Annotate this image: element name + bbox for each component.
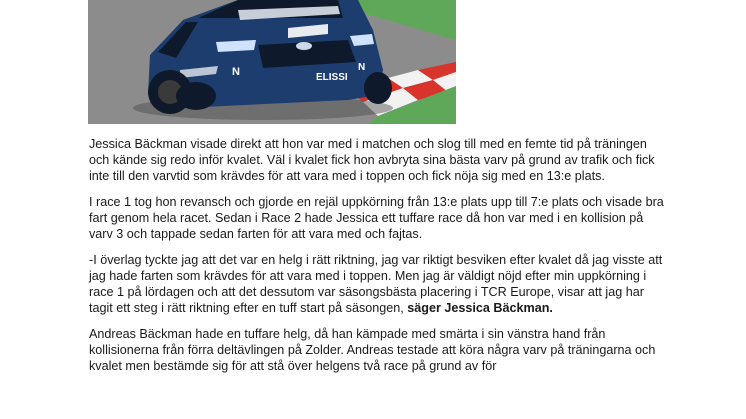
paragraph-text: Jessica Bäckman visade direkt att hon var med i matchen och slog till med en femte tid på träningen och kände sig redo inför kvalet. Väl i kvalet fick hon avbryta sina bästa varv på grund av trafik och fick inte till den varvtid som krävdes för att vara med i toppen och fick nöja sig med en 13:e plats. (89, 137, 655, 183)
article-paragraph-2 (89, 194, 669, 242)
sponsor-text: ELISSI (316, 72, 348, 83)
hyundai-logo (296, 42, 312, 50)
headlight-right (350, 34, 374, 46)
quote-attribution: säger Jessica Bäckman. (407, 301, 553, 315)
headlight-left (216, 40, 256, 52)
article-paragraph-1 (89, 136, 669, 184)
front-wheel (176, 82, 216, 110)
front-right-wheel (364, 72, 392, 104)
n-badge-side: N (358, 62, 366, 73)
paragraph-text: I race 1 tog hon revansch och gjorde en rejäl uppkörning från 13:e plats upp till 7:e plats och visade bra fart genom hela racet. Sedan i Race 2 hade Jessica ett tuffare race då hon var med i en kollision på varv 3 och tappade sedan farten för att vara med och fajtas. (89, 195, 664, 241)
race-car-illustration (88, 0, 456, 124)
article-body (89, 136, 669, 384)
article-paragraph-3 (89, 252, 669, 316)
article-paragraph-4 (89, 326, 669, 374)
n-badge-front: N (232, 66, 240, 78)
race-car-photo (88, 0, 456, 124)
paragraph-text: -I överlag tyckte jag att det var en helg i rätt riktning, jag var riktigt besviken efter kvalet då jag visste att jag hade farten som krävdes för att vara med i toppen. Men jag är väldigt nöjd efter min uppkörning i race 1 på lördagen och att det dessutom var säsongsbästa placering i TCR Europe, visar att jag har tagit ett steg i rätt riktning efter en tuff start på säsongen, (89, 253, 663, 315)
paragraph-text: Andreas Bäckman hade en tuffare helg, då han kämpade med smärta i sin vänstra hand från kollisionerna från förra deltävlingen på Zolder. Andreas testade att köra några varv på träningarna och kvalet men bestämde sig för att stå över helgens två race på grund av för (89, 327, 656, 373)
